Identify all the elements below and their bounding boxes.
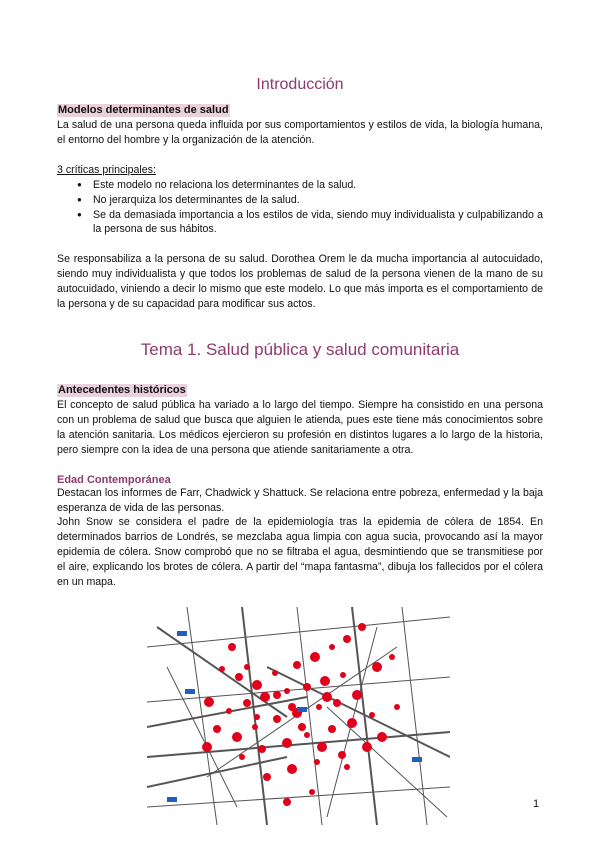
death-marker: [340, 672, 346, 678]
pump-marker: [167, 797, 177, 802]
death-marker: [260, 692, 270, 702]
death-marker: [288, 703, 296, 711]
death-marker: [293, 661, 301, 669]
death-marker: [389, 654, 395, 660]
death-marker: [272, 670, 278, 676]
death-marker: [244, 664, 250, 670]
death-marker: [394, 704, 400, 710]
death-marker: [358, 623, 366, 631]
death-marker: [317, 742, 327, 752]
death-marker: [228, 643, 236, 651]
death-marker: [322, 692, 332, 702]
tema1-heading: Antecedentes históricos: [58, 384, 186, 396]
death-marker: [362, 742, 372, 752]
death-marker: [369, 712, 375, 718]
death-marker: [204, 697, 214, 707]
death-marker: [273, 691, 281, 699]
death-marker: [235, 673, 243, 681]
death-marker: [329, 644, 335, 650]
death-marker: [338, 751, 346, 759]
death-marker: [303, 683, 311, 691]
death-marker: [284, 688, 290, 694]
death-marker: [219, 666, 225, 672]
death-marker: [282, 738, 292, 748]
death-marker: [252, 680, 262, 690]
list-item: ● No jerarquiza los determinantes de la salud.: [93, 193, 543, 208]
cholera-map-image: [147, 607, 450, 825]
tema1-title: Tema 1. Salud pública y salud comunitaria: [140, 340, 460, 359]
tema1-paragraph-3: John Snow se considera el padre de la epidemiología tras la epidemia de cólera de 1854. En determinados barrios de Londrés, se mezclaba agua limpia con agua sucia, provocando así la mayor epidemia de cólera. Snow comprobó que no se filtraba el agua, desmintiendo que se transmitiese por el aire, explicando los brotes de cólera. A partir del “mapa fantasma”, dibuja los fallecidos por el cólera en un mapa.: [57, 516, 543, 589]
death-marker: [372, 662, 382, 672]
death-marker: [377, 732, 387, 742]
death-marker: [320, 676, 330, 686]
list-item: ● Se da demasiada importancia a los estilos de vida, siendo muy individualista y culpabilizando a la persona de sus hábitos.: [93, 208, 543, 238]
pump-marker: [177, 631, 187, 636]
edad-contemporanea-heading: Edad Contemporánea: [57, 473, 171, 486]
pump-marker: [412, 757, 422, 762]
intro-paragraph-2: Se responsabiliza a la persona de su salud. Dorothea Orem le da mucha importancia al autocuidado, siendo muy individualista y que todos los problemas de salud de la persona vienen de la mano de su autocuidado, viniendo a decir lo mismo que este modelo. Lo que más importa es el comportamiento de la persona y de su capacidad para modificar sus actos.: [57, 253, 543, 311]
death-marker: [226, 708, 232, 714]
death-marker: [202, 742, 212, 752]
tema1-paragraph-1: El concepto de salud pública ha variado a lo largo del tiempo. Siempre ha consistido en una persona con un problema de salud que busca que alguien le atienda, pues este tiene más conocimientos sobre la atención sanitaria. Los médicos ejercieron su profesión en distintos lugares a lo largo de la historia, pero siempre con la idea de una persona que atiende sanitariamente a otra.: [57, 399, 543, 456]
tema1-section: [57, 380, 543, 590]
death-marker: [298, 723, 306, 731]
criticas-list: [57, 178, 543, 238]
death-marker: [314, 759, 320, 765]
intro-paragraph-1: La salud de una persona queda influida por sus comportamientos y estilos de vida, la biología humana, el entorno del hombre y la organización de la atención.: [57, 119, 543, 146]
death-marker: [344, 764, 350, 770]
intro-section: [57, 100, 543, 312]
death-marker: [252, 724, 258, 730]
death-marker: [333, 699, 341, 707]
death-marker: [316, 704, 322, 710]
death-marker: [347, 718, 357, 728]
pump-marker: [185, 689, 195, 694]
intro-title: Introducción: [256, 76, 344, 93]
death-marker: [239, 754, 245, 760]
death-marker: [304, 732, 310, 738]
pump-marker: [297, 707, 307, 712]
death-marker: [283, 798, 291, 806]
death-marker: [232, 732, 242, 742]
intro-heading: Modelos determinantes de salud: [58, 104, 229, 116]
death-marker: [213, 725, 221, 733]
death-marker: [254, 714, 260, 720]
death-marker: [309, 789, 315, 795]
death-marker: [328, 725, 336, 733]
death-marker: [258, 745, 266, 753]
page-number: 1: [533, 798, 540, 810]
death-marker: [243, 699, 251, 707]
death-marker: [273, 715, 281, 723]
death-marker: [263, 773, 271, 781]
death-marker: [343, 635, 351, 643]
death-marker: [287, 764, 297, 774]
tema1-paragraph-2: Destacan los informes de Farr, Chadwick y Shattuck. Se relaciona entre pobreza, enfermedad y la baja esperanza de vida de las personas.: [57, 486, 543, 514]
snow-cholera-map: [147, 607, 450, 825]
criticas-label: 3 críticas principales:: [57, 163, 156, 176]
death-marker: [310, 652, 320, 662]
death-marker: [352, 690, 362, 700]
list-item: ● Este modelo no relaciona los determinantes de la salud.: [93, 178, 543, 193]
